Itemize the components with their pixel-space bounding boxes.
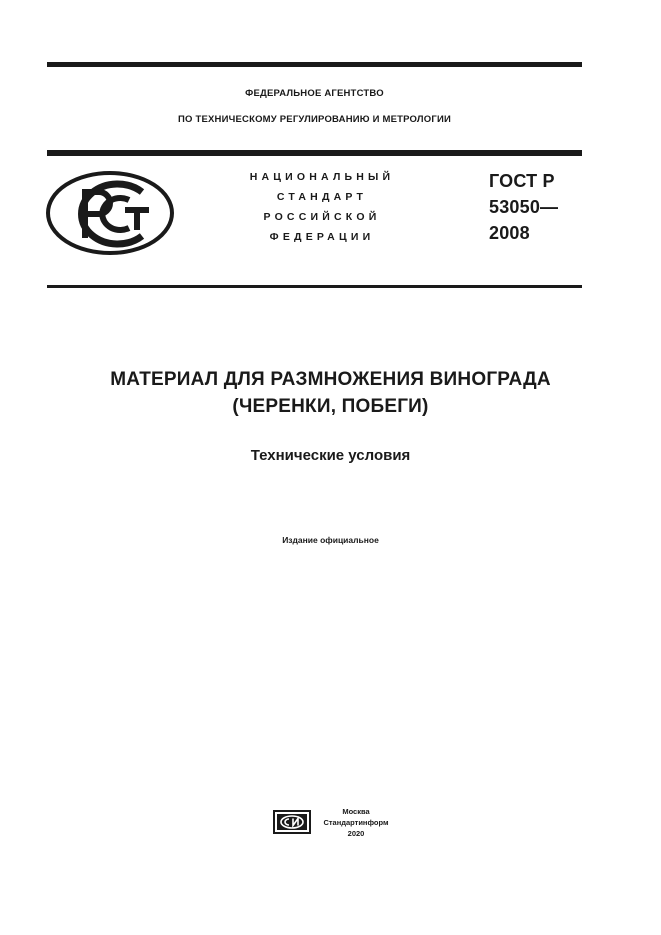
national-standard-line-2: СТАНДАРТ: [276, 191, 368, 203]
standard-designation-line-1: ГОСТ Р: [489, 171, 555, 191]
bottom-rule: [47, 285, 582, 288]
edition-note: Издание официальное: [282, 535, 379, 545]
top-rule: [47, 62, 582, 67]
rst-certification-mark-icon: [45, 170, 175, 256]
agency-name-line-1: ФЕДЕРАЛЬНОЕ АГЕНТСТВО: [245, 88, 384, 99]
document-title-line-2: (ЧЕРЕНКИ, ПОБЕГИ): [232, 396, 429, 417]
national-standard-line-4: ФЕДЕРАЦИИ: [269, 231, 375, 243]
imprint-publisher: Стандартинформ: [323, 818, 389, 827]
imprint-year: 2020: [347, 829, 365, 838]
imprint-city: Москва: [342, 807, 370, 816]
document-subtitle: Технические условия: [250, 447, 411, 464]
document-title-line-1: МАТЕРИАЛ ДЛЯ РАЗМНОЖЕНИЯ ВИНОГРАДА: [110, 369, 551, 390]
standartinform-logo-icon: [273, 810, 311, 834]
agency-name-line-2: ПО ТЕХНИЧЕСКОМУ РЕГУЛИРОВАНИЮ И МЕТРОЛОГИИ: [178, 114, 451, 125]
standard-designation-line-3: 2008: [489, 223, 530, 243]
middle-rule: [47, 150, 582, 156]
standard-designation-line-2: 53050—: [489, 197, 559, 217]
national-standard-line-3: РОССИЙСКОЙ: [263, 211, 381, 223]
national-standard-line-1: НАЦИОНАЛЬНЫЙ: [249, 171, 395, 183]
